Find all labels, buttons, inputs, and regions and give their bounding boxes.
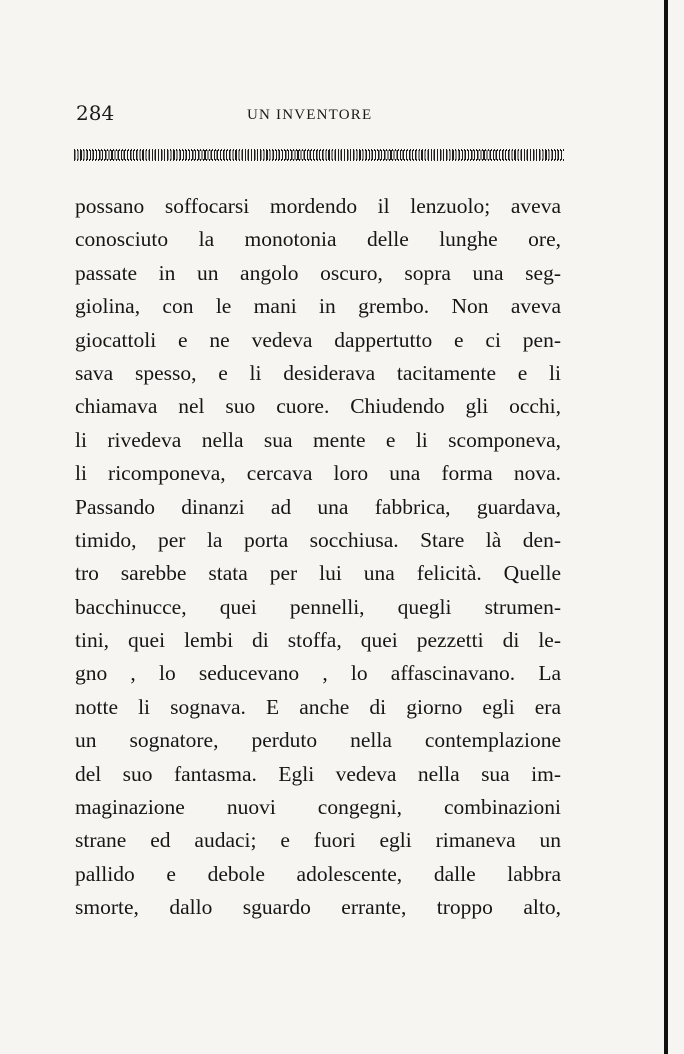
text-line: maginazione nuovi congegni, combinazioni bbox=[75, 795, 561, 820]
text-line: del suo fantasma. Egli vedeva nella sua im- bbox=[75, 761, 561, 786]
text-line: li ricomponeva, cercava loro una forma nova. bbox=[75, 461, 561, 486]
text-line: tini, quei lembi di stoffa, quei pezzetti di le- bbox=[75, 628, 561, 653]
text-line: conosciuto la monotonia delle lunghe ore, bbox=[75, 227, 561, 252]
text-line: un sognatore, perduto nella contemplazione bbox=[75, 728, 561, 753]
page-number: 284 bbox=[76, 101, 115, 125]
text-line: smorte, dallo sguardo errante, troppo alto, bbox=[75, 895, 561, 920]
text-line: Passando dinanzi ad una fabbrica, guardava, bbox=[75, 494, 561, 519]
text-line: timido, per la porta socchiusa. Stare là den- bbox=[75, 527, 561, 552]
text-line: tro sarebbe stata per lui una felicità. Quelle bbox=[75, 561, 561, 586]
text-line: bacchinucce, quei pennelli, quegli strumen- bbox=[75, 594, 561, 619]
text-line: gno , lo seducevano , lo affascinavano. La bbox=[75, 661, 561, 686]
text-line: giocattoli e ne vedeva dappertutto e ci pen- bbox=[75, 327, 561, 352]
text-line: notte li sognava. E anche di giorno egli era bbox=[75, 694, 561, 719]
text-line: giolina, con le mani in grembo. Non aveva bbox=[75, 294, 561, 319]
decorative-rule bbox=[74, 150, 564, 160]
text-line: passate in un angolo oscuro, sopra una seg- bbox=[75, 260, 561, 285]
text-line: pallido e debole adolescente, dalle labbra bbox=[75, 861, 561, 886]
text-line: strane ed audaci; e fuori egli rimaneva un bbox=[75, 828, 561, 853]
text-line: possano soffocarsi mordendo il lenzuolo; aveva bbox=[75, 194, 561, 218]
running-title: UN INVENTORE bbox=[247, 107, 373, 123]
text-line: sava spesso, e li desiderava tacitamente e li bbox=[75, 360, 561, 385]
text-line: chiamava nel suo cuore. Chiudendo gli occhi, bbox=[75, 394, 561, 419]
page-edge-line bbox=[664, 0, 668, 1054]
text-line: li rivedeva nella sua mente e li scomponeva, bbox=[75, 427, 561, 452]
body-text bbox=[75, 190, 561, 925]
